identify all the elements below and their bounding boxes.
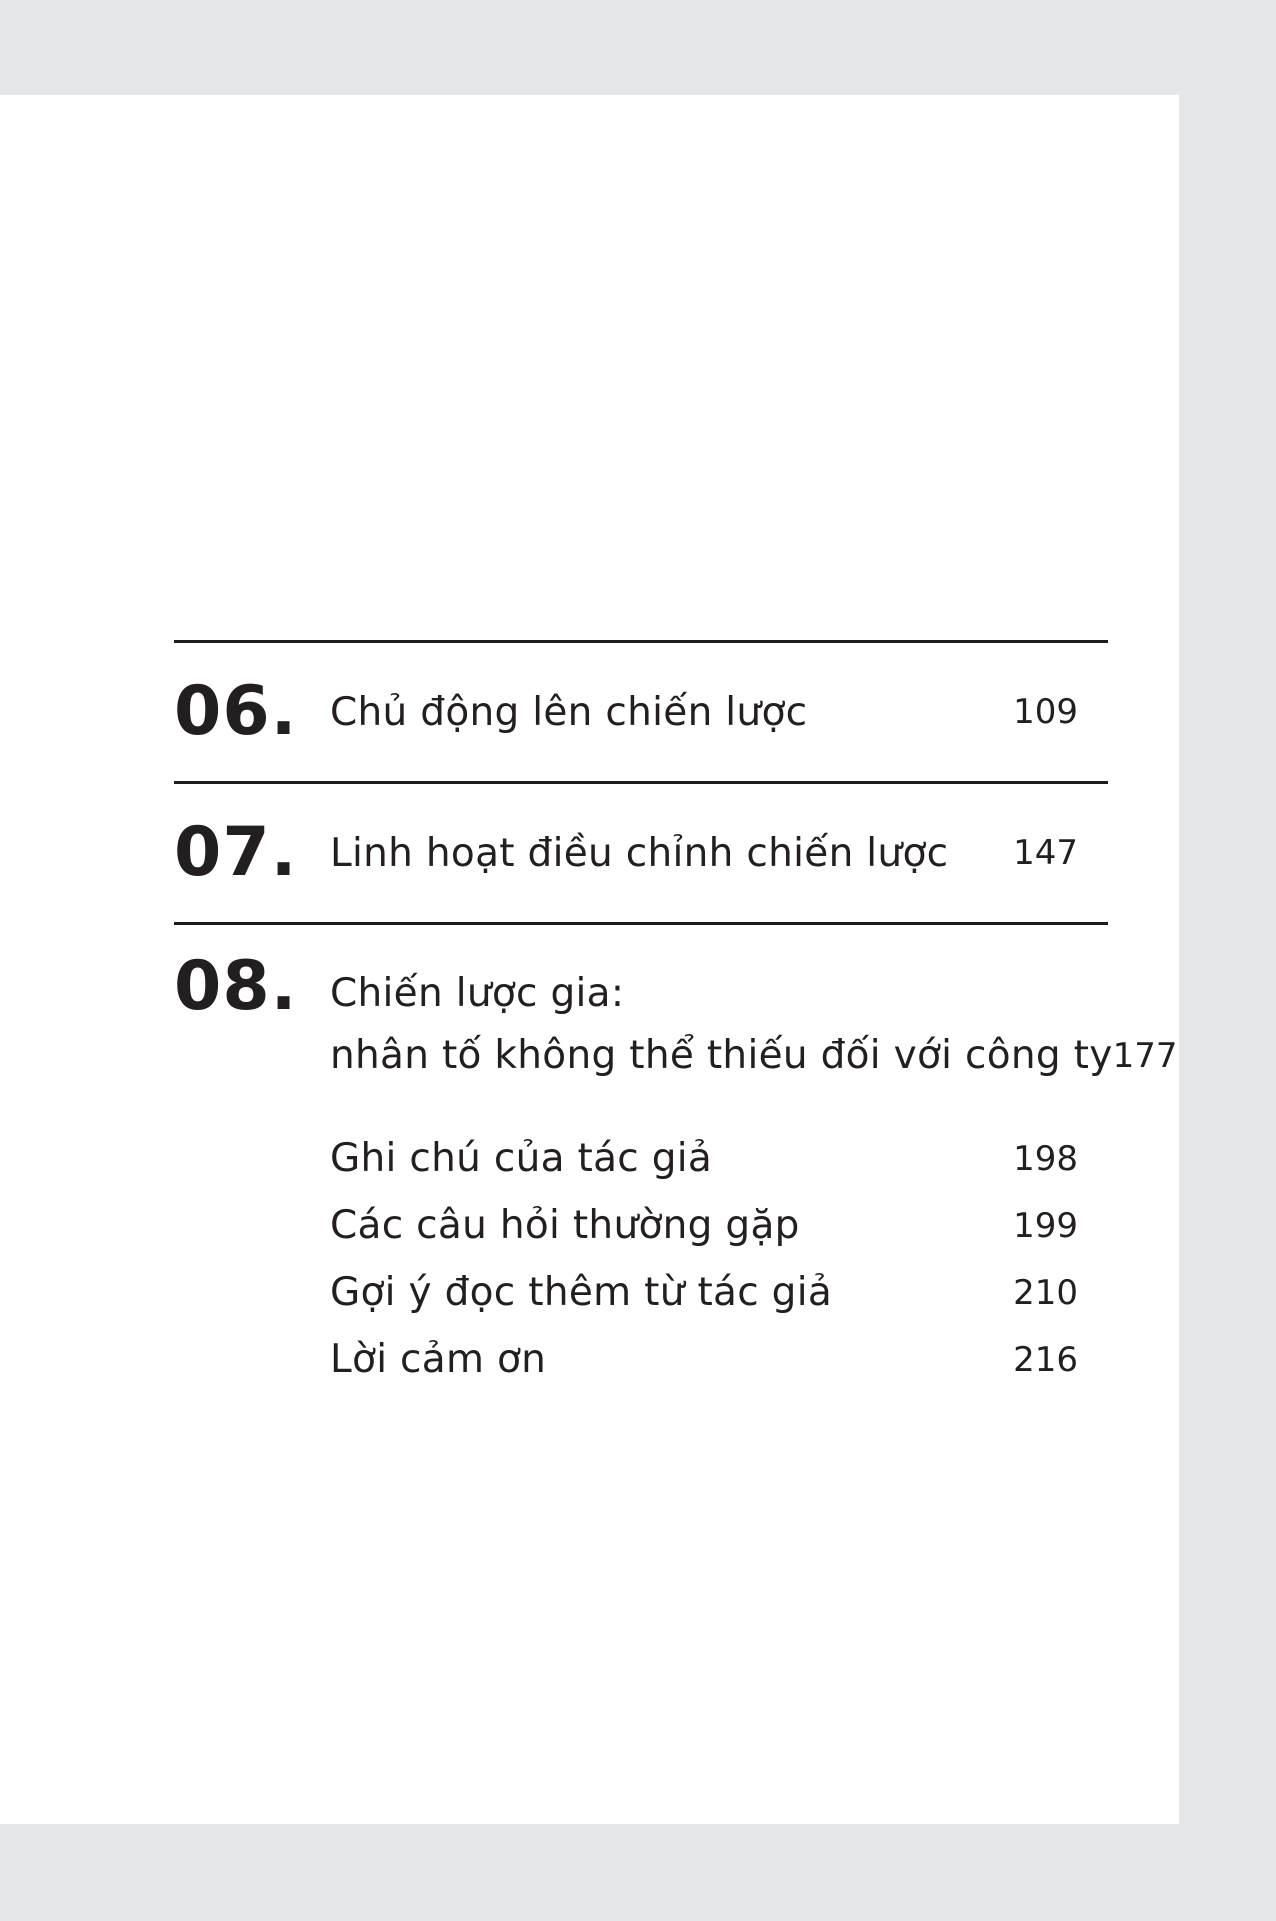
chapter-page-number: 177: [1112, 1036, 1178, 1076]
back-matter-page-number: 216: [1013, 1339, 1078, 1380]
back-matter-page-number: 198: [1013, 1138, 1078, 1179]
chapter-page-number: 147: [1013, 833, 1078, 873]
chapter-title: [330, 963, 1113, 1087]
table-of-contents: [174, 640, 1178, 1393]
toc-entry-chapter-08: [174, 925, 1178, 1087]
chapter-number: 06.: [174, 672, 298, 751]
chapter-title: Linh hoạt điều chỉnh chiến lược: [330, 830, 949, 876]
chapter-title-line-1: Chiến lược gia:: [330, 971, 625, 1016]
toc-entry-chapter-07: [174, 784, 1108, 922]
back-matter-label: Các câu hỏi thường gặp: [330, 1203, 800, 1248]
chapter-title: Chủ động lên chiến lược: [330, 689, 808, 735]
back-matter-page-number: 199: [1013, 1205, 1078, 1246]
chapter-number: 08.: [174, 947, 298, 1026]
chapter-number: 07.: [174, 813, 298, 892]
toc-entry-acknowledgements: [174, 1326, 1108, 1393]
back-matter-label: Gợi ý đọc thêm từ tác giả: [330, 1270, 833, 1315]
chapter-title-line-2: nhân tố không thể thiếu đối với công ty: [330, 1033, 1113, 1078]
chapter-page-number: 109: [1013, 692, 1078, 732]
back-matter-label: Ghi chú của tác giả: [330, 1136, 713, 1181]
toc-entry-chapter-06: [174, 643, 1108, 781]
toc-entry-further-reading: [174, 1259, 1108, 1326]
toc-entry-author-notes: [174, 1125, 1108, 1192]
back-matter-page-number: 210: [1013, 1272, 1078, 1313]
back-matter-label: Lời cảm ơn: [330, 1337, 547, 1382]
toc-entry-faq: [174, 1192, 1108, 1259]
toc-page: [0, 95, 1179, 1824]
back-matter-list: [174, 1125, 1108, 1393]
